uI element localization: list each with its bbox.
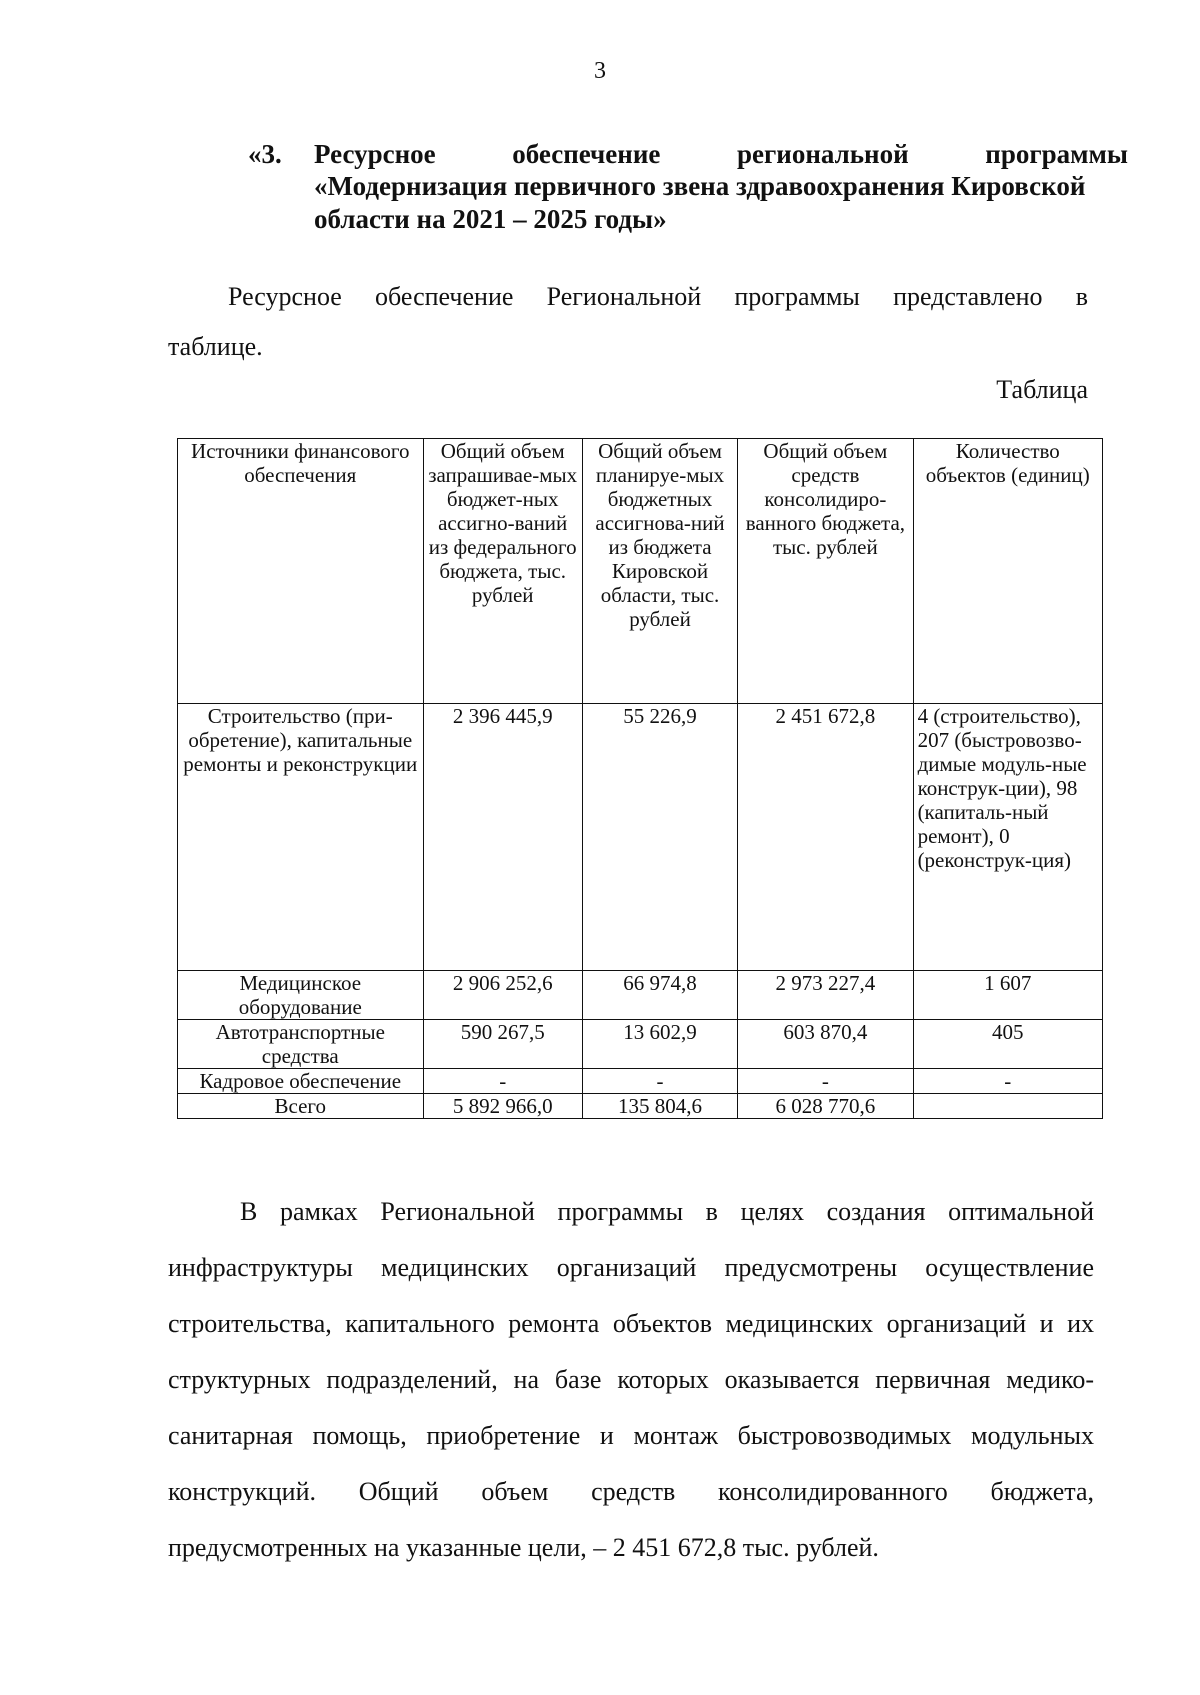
page-number: 3	[594, 58, 606, 84]
table-caption: Таблица	[996, 375, 1088, 404]
table-header-row	[178, 439, 1103, 704]
heading-line-2: «Модернизация первичного звена здравоохранения Кировской	[314, 171, 1086, 202]
cell-regional: 13 602,9	[582, 1020, 737, 1069]
heading-word: обеспечение	[512, 139, 661, 169]
table-row	[178, 1020, 1103, 1069]
body-text	[168, 1184, 1094, 1576]
intro-word: обеспечение	[375, 282, 514, 311]
cell-regional: 66 974,8	[582, 971, 737, 1020]
table-row	[178, 704, 1103, 971]
table-row	[178, 1069, 1103, 1094]
header-objects: Количество объектов (единиц)	[913, 439, 1102, 704]
cell-objects	[913, 1094, 1102, 1119]
cell-regional: 55 226,9	[582, 704, 737, 971]
cell-regional: 135 804,6	[582, 1094, 737, 1119]
cell-consolidated: 603 870,4	[738, 1020, 913, 1069]
cell-regional: -	[582, 1069, 737, 1094]
intro-paragraph	[168, 272, 1088, 372]
resources-table	[177, 438, 1103, 1119]
header-federal: Общий объем запрашивае-мых бюджет-ных ассигно-ваний из федерального бюджета, тыс. рублей	[423, 439, 582, 704]
intro-line-1	[168, 272, 1088, 322]
intro-word: программы	[734, 282, 860, 311]
cell-federal: 5 892 966,0	[423, 1094, 582, 1119]
cell-source: Кадровое обеспечение	[178, 1069, 424, 1094]
section-number: «3.	[248, 139, 282, 169]
cell-source: Автотранспортные средства	[178, 1020, 424, 1069]
header-source: Источники финансового обеспечения	[178, 439, 424, 704]
intro-word: представлено	[893, 282, 1043, 311]
cell-consolidated: 6 028 770,6	[738, 1094, 913, 1119]
cell-federal: -	[423, 1069, 582, 1094]
heading-word: региональной	[737, 139, 909, 169]
intro-word: Региональной	[546, 282, 702, 311]
cell-consolidated: 2 451 672,8	[738, 704, 913, 971]
cell-source: Строительство (при-обретение), капитальные ремонты и реконструкции	[178, 704, 424, 971]
cell-source: Всего	[178, 1094, 424, 1119]
table-total-row	[178, 1094, 1103, 1119]
body-paragraph: В рамках Региональной программы в целях создания оптимальной инфраструктуры медицинских организаций предусмотрены осуществление строительства, капитального ремонта объектов медицинских организаций и их структурных подразделений, на базе которых оказывается первичная медико-санитарная помощь, приобретение и монтаж быстровозводимых модульных конструкций. Общий объем средств консолидированного бюджета, предусмотренных на указанные цели, – 2 451 672,8 тыс. рублей.	[168, 1197, 1094, 1562]
heading-line-1	[314, 138, 1128, 170]
cell-federal: 2 396 445,9	[423, 704, 582, 971]
table-row	[178, 971, 1103, 1020]
cell-federal: 2 906 252,6	[423, 971, 582, 1020]
cell-consolidated: 2 973 227,4	[738, 971, 913, 1020]
intro-word: Ресурсное	[228, 282, 342, 311]
cell-federal: 590 267,5	[423, 1020, 582, 1069]
section-heading	[248, 138, 1128, 235]
cell-source: Медицинское оборудование	[178, 971, 424, 1020]
cell-objects: 405	[913, 1020, 1102, 1069]
intro-word: в	[1075, 282, 1088, 311]
intro-line-2: таблице.	[168, 332, 263, 361]
heading-word: программы	[985, 139, 1128, 169]
heading-word: Ресурсное	[314, 139, 436, 169]
cell-objects: 4 (строительство), 207 (быстровозво-димые модуль-ные конструк-ции), 98 (капиталь-ный ремонт), 0 (реконструк-ция)	[913, 704, 1102, 971]
cell-objects: -	[913, 1069, 1102, 1094]
cell-consolidated: -	[738, 1069, 913, 1094]
header-consolidated: Общий объем средств консолидиро-ванного бюджета, тыс. рублей	[738, 439, 913, 704]
cell-objects: 1 607	[913, 971, 1102, 1020]
heading-line-3: области на 2021 – 2025 годы»	[314, 203, 667, 234]
header-regional: Общий объем планируе-мых бюджетных ассигнова-ний из бюджета Кировской области, тыс. рублей	[582, 439, 737, 704]
